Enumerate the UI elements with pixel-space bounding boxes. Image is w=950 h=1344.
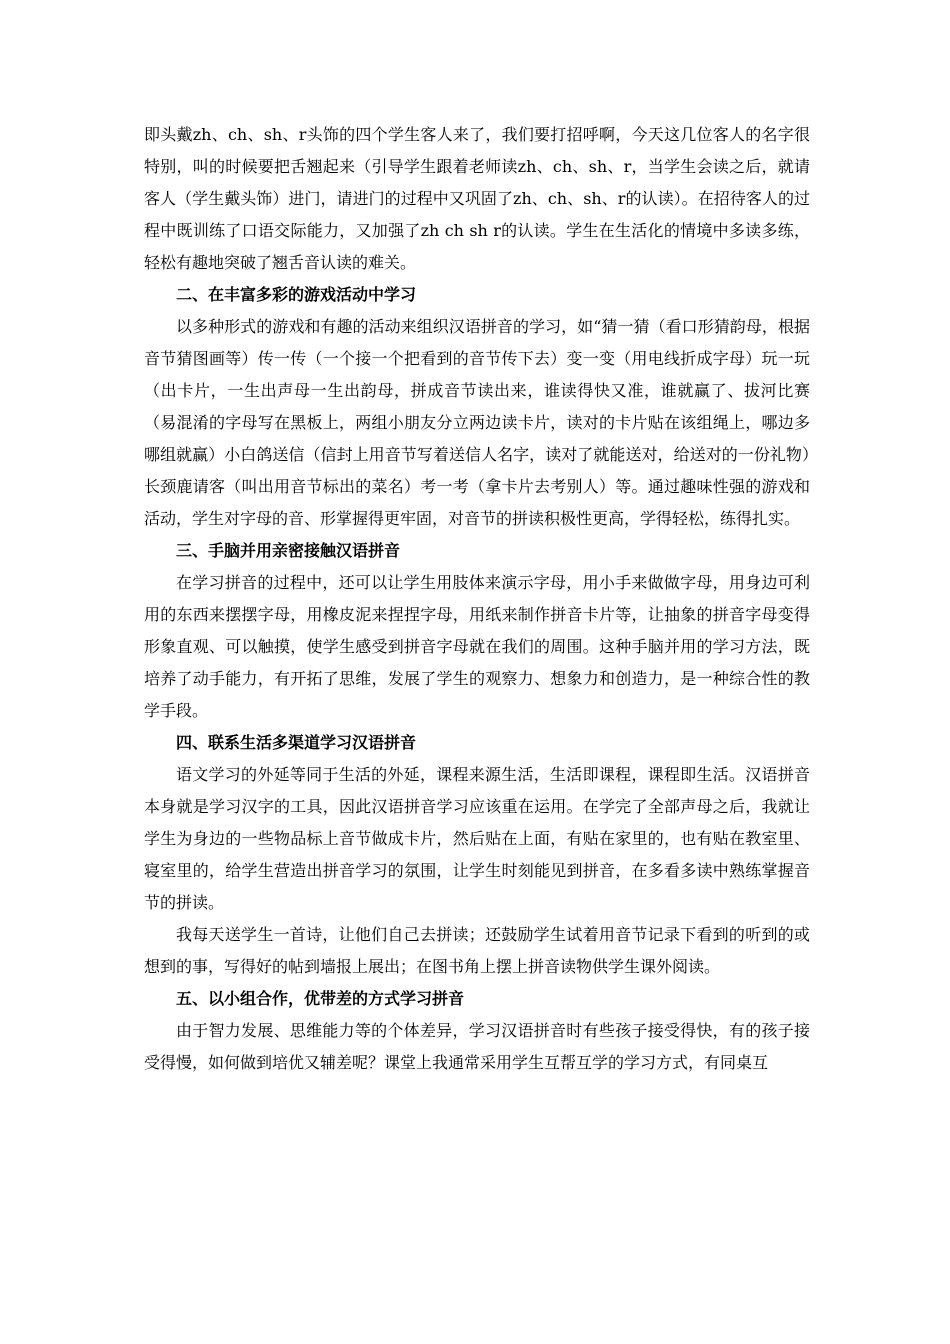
section-heading-2: 二、在丰富多彩的游戏活动中学习 <box>176 285 417 304</box>
paragraph-daily-poem: 我每天送学生一首诗，让他们自己去拼读；还鼓励学生试着用音节记录下看到的听到的或想到的事，写得好的帖到墙报上展出；在图书角上摆上拼音读物供学生课外阅读。 <box>144 925 810 976</box>
paragraph-hands-on: 在学习拼音的过程中，还可以让学生用肢体来演示字母，用小手来做做字母，用身边可利用的东西来摆摆字母，用橡皮泥来捏捏字母，用纸来制作拼音卡片等，让抽象的拼音字母变得形象直观、可以触摸，使学生感受到拼音字母就在我们的周围。这种手脑并用的学习方法，既培养了动手能力，有开拓了思维，发展了学生的观察力、想象力和创造力，是一种综合性的教学手段。 <box>144 573 810 720</box>
section-heading-4: 四、联系生活多渠道学习汉语拼音 <box>176 733 417 752</box>
document-body <box>144 119 810 1079</box>
paragraph-games: 以多种形式的游戏和有趣的活动来组织汉语拼音的学习，如“猜一猜（看口形猜韵母，根据音节猜图画等）传一传（一个接一个把看到的音节传下去）变一变（用电线折成字母）玩一玩（出卡片，一生出声母一生出韵母，拼成音节读出来，谁读得快又准，谁就赢了、拔河比赛（易混淆的字母写在黑板上，两组小朋友分立两边读卡片，读对的卡片贴在该组绳上，哪边多哪组就赢）小白鸽送信（信封上用音节写着送信人名字，读对了就能送对，给送对的一份礼物）长颈鹿请客（叫出用音节标出的菜名）考一考（拿卡片去考别人）等。通过趣味性强的游戏和活动，学生对字母的音、形掌握得更牢固，对音节的拼读积极性更高，学得轻松，练得扎实。 <box>144 317 810 528</box>
paragraph-life-connection: 语文学习的外延等同于生活的外延，课程来源生活，生活即课程，课程即生活。汉语拼音本身就是学习汉字的工具，因此汉语拼音学习应该重在运用。在学完了全部声母之后，我就让学生为身边的一些物品标上音节做成卡片，然后贴在上面，有贴在家里的，也有贴在教室里、寝室里的，给学生营造出拼音学习的氛围，让学生时刻能见到拼音，在多看多读中熟练掌握音节的拼读。 <box>144 765 810 912</box>
section-heading-5: 五、以小组合作，优带差的方式学习拼音 <box>176 989 465 1008</box>
paragraph-continued: 即头戴zh、ch、sh、r头饰的四个学生客人来了，我们要打招呼啊，今天这几位客人的名字很特别，叫的时候要把舌翘起来（引导学生跟着老师读zh、ch、sh、r，当学生会读之后，就请客人（学生戴头饰）进门，请进门的过程中又巩固了zh、ch、sh、r的认读）。在招待客人的过程中既训练了口语交际能力，又加强了zh ch sh r的认读。学生在生活化的情境中多读多练，轻松有趣地突破了翘舌音认读的难关。 <box>144 125 810 272</box>
section-heading-3: 三、手脑并用亲密接触汉语拼音 <box>176 541 401 560</box>
paragraph-group-learning: 由于智力发展、思维能力等的个体差异，学习汉语拼音时有些孩子接受得快，有的孩子接受得慢，如何做到培优又辅差呢？课堂上我通常采用学生互帮互学的学习方式，有同桌互 <box>144 1021 810 1072</box>
